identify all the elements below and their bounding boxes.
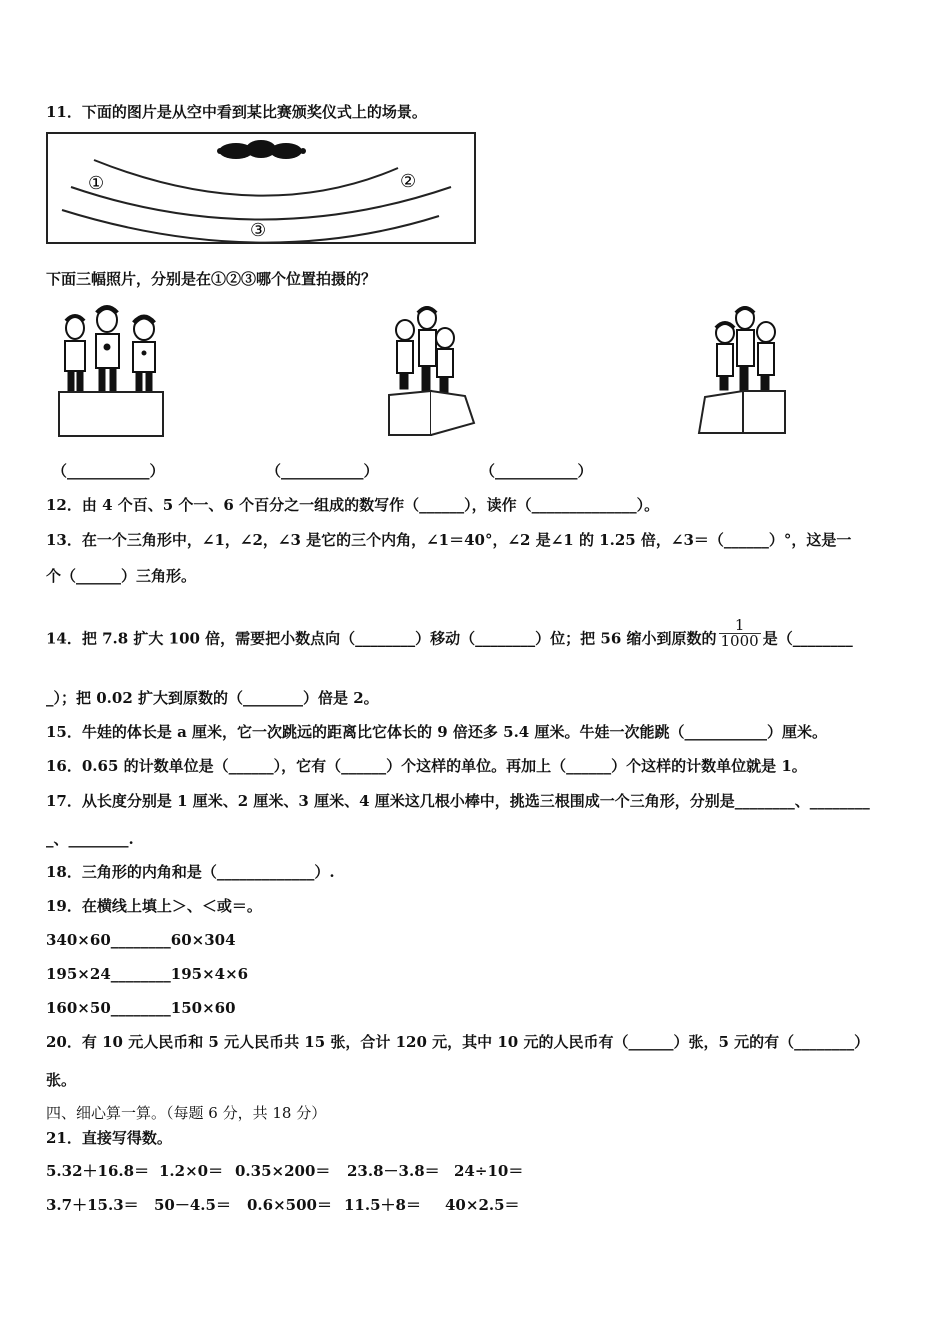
q14-text-a: 14．把 7.8 扩大 100 倍，需要把小数点向（________）移动（________）位；把 56 缩小到原数的 <box>46 629 717 648</box>
calc-item: 3.7＋15.3＝ <box>46 1196 139 1214</box>
q19-row-1: 340×60________60×304 <box>46 931 236 949</box>
q19-row-3: 160×50________150×60 <box>46 999 236 1017</box>
fraction-denominator: 1000 <box>720 632 759 650</box>
q14-line2: _）；把 0.02 扩大到原数的（________）倍是 2。 <box>46 689 379 707</box>
q14-text-b: 是（________ <box>762 629 853 648</box>
q17-line1: 17．从长度分别是 1 厘米、2 厘米、3 厘米、4 厘米这几根小棒中，挑选三根围成一个三角形，分别是________、________ <box>46 792 870 810</box>
photo-front-view <box>56 303 168 439</box>
fraction <box>719 618 761 649</box>
q19-title: 19．在横线上填上＞、＜或＝。 <box>46 897 262 915</box>
section-4-heading: 四、细心算一算。（每题 6 分，共 18 分） <box>46 1104 327 1122</box>
q11-blank-1[interactable]: （___________） <box>52 462 165 480</box>
q17-line2: _、________. <box>46 830 134 848</box>
q13-line2: 个（______）三角形。 <box>46 567 197 585</box>
q11-subquestion: 下面三幅照片，分别是在①②③哪个位置拍摄的？ <box>46 270 377 288</box>
q19-row-2: 195×24________195×4×6 <box>46 965 249 983</box>
calc-item: 1.2×0＝ <box>159 1162 224 1180</box>
calc-item: 11.5＋8＝ <box>344 1196 421 1214</box>
q21-row-1 <box>46 1161 523 1181</box>
calc-item: 0.6×500＝ <box>247 1196 332 1214</box>
photo-side-view-left <box>695 303 790 439</box>
marker-3: ③ <box>250 220 267 241</box>
calc-item: 24÷10＝ <box>454 1162 524 1180</box>
q11-blank-3[interactable]: （___________） <box>480 462 593 480</box>
q20-line2: 张。 <box>46 1071 77 1089</box>
calc-item: 0.35×200＝ <box>235 1162 331 1180</box>
q11-blank-2[interactable]: （___________） <box>266 462 379 480</box>
q21-title: 21．直接写得数。 <box>46 1129 172 1147</box>
q15: 15．牛娃的体长是 a 厘米，它一次跳远的距离比它体长的 9 倍还多 5.4 厘米。牛娃一次能跳（___________）厘米。 <box>46 723 827 741</box>
award-ceremony-aerial-figure <box>46 132 478 246</box>
q21-row-2 <box>46 1195 520 1215</box>
q20-line1: 20．有 10 元人民币和 5 元人民币共 15 张，合计 120 元，其中 10 元的人民币有（______）张，5 元的有（________） <box>46 1033 870 1051</box>
fraction-numerator: 1 <box>719 618 761 634</box>
calc-item: 23.8－3.8＝ <box>347 1162 440 1180</box>
q16: 16．0.65 的计数单位是（______），它有（______）个这样的单位。再加上（______）个这样的计数单位就是 1。 <box>46 757 807 775</box>
calc-item: 5.32＋16.8＝ <box>46 1162 150 1180</box>
q12: 12．由 4 个百、5 个一、6 个百分之一组成的数写作（______），读作（______________）。 <box>46 496 660 514</box>
calc-item: 40×2.5＝ <box>445 1196 520 1214</box>
q14-line1 <box>46 616 853 655</box>
q13-line1: 13．在一个三角形中，∠1，∠2，∠3 是它的三个内角，∠1＝40°，∠2 是∠1 的 1.25 倍，∠3＝（______）°，这是一 <box>46 531 852 549</box>
q11-title: 11．下面的图片是从空中看到某比赛颁奖仪式上的场景。 <box>46 103 427 121</box>
photo-side-view-right <box>385 303 480 439</box>
calc-item: 50－4.5＝ <box>154 1196 231 1214</box>
marker-1: ① <box>88 173 105 194</box>
marker-2: ② <box>400 171 417 192</box>
q18: 18．三角形的内角和是（_____________）. <box>46 863 335 881</box>
